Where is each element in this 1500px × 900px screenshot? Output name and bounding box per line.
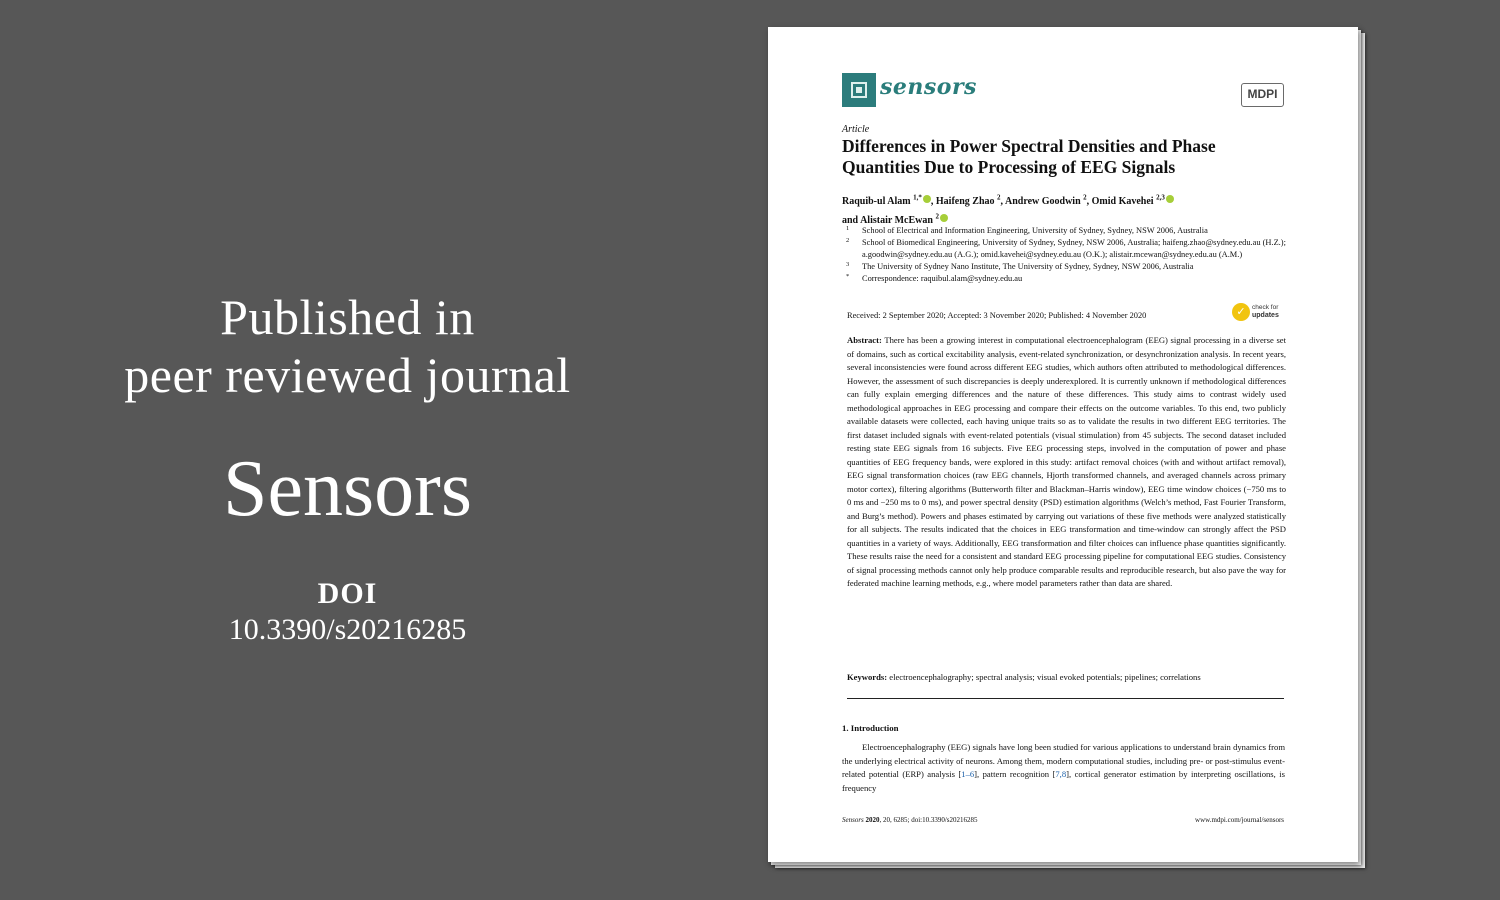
author: Raquib-ul Alam $^{1,*}$ ,: [842, 194, 936, 208]
orcid-icon: [940, 214, 948, 222]
check-for-updates-badge[interactable]: [1232, 303, 1288, 323]
journal-title: Sensors: [223, 445, 472, 533]
author-list: [842, 191, 1302, 228]
sensors-logo-icon: [842, 73, 876, 107]
published-heading: [0, 288, 695, 404]
received-dates: Received: 2 September 2020; Accepted: 3 November 2020; Published: 4 November 2020: [847, 311, 1147, 320]
author: and Alistair McEwan $^2$: [842, 215, 948, 226]
mdpi-logo: MDPI: [1241, 83, 1284, 107]
intro-paragraph: Electroencephalography (EEG) signals have long been studied for various applications to understand brain dynamics from the underlying electrical activity of neurons. Among them, modern computational studies, including pre- or post-stimulus event-related potential (ERP) analysis [1–6], pattern recognition [7,8], cortical generator estimation by interpreting oscillations, is frequency: [842, 742, 1285, 793]
promo-panel: [0, 0, 695, 900]
author: Andrew Goodwin $^2$,: [1004, 194, 1092, 208]
citation-link[interactable]: 7,8: [1055, 769, 1067, 779]
orcid-icon: [923, 195, 931, 203]
paper-journal-name: sensors: [880, 74, 977, 100]
abstract-text: There has been a growing interest in computational electroencephalogram (EEG) signal processing in a diverse set of domains, such as cortical excitability analysis, event-related synchronization, or desynchronization analysis. In recent years, several inconsistencies were found across different EEG studies, which authors often attributed to methodological differences. However, the assessment of such discrepancies is deeply underexplored. It is currently unknown if methodological differences can fully explain emerging differences and the nature of these differences. This study aims to contrast widely used methodological approaches in EEG processing and compare their effects on the outcome variables. To this end, two publicly available datasets were collected, each having unique traits so as to validate the results in two different EEG territories. The first dataset included signals with event-related potentials (visual stimulation) from 45 subjects. The second dataset included resting state EEG signals from 16 subjects. Five EEG processing steps, involved in the computation of power and phase quantities of EEG frequency bands, were explored in this study: artifact removal choices (with and without artifact removal), EEG signal transformation choices (raw EEG channels, Hjorth transformed channels, and averaged channels across primary motor cortex), filtering algorithms (Butterworth filter and Blackman–Harris window), EEG time window choices (−750 ms to 0 ms and −250 ms to 0 ms), and power spectral density (PSD) estimation algorithms (Welch’s method, Fast Fourier Transform, and Burg’s method). Powers and phases estimated by carrying out variations of these five methods were analyzed statistically for all subjects. The results indicated that the choices in EEG transformation and time-window can strongly affect the PSD quantities in a variety of ways. Additionally, EEG transformation and filter choices can influence phase quantities significantly. These results raise the need for a consistent and standard EEG processing pipeline for computational EEG studies. Consistency of signal processing methods cannot only help produce comparable results and reproducible research, but also pave the way for federated machine learning methods, e.g., where model parameters rather than data are shared.: [847, 335, 1286, 588]
footer-url[interactable]: www.mdpi.com/journal/sensors: [1195, 816, 1284, 824]
article-type: Article: [842, 124, 870, 135]
affiliation-item: 1 School of Electrical and Information Engineering, University of Sydney, Sydney, NSW 2006, Australia: [846, 225, 1208, 235]
published-line-2: peer reviewed journal: [124, 347, 571, 403]
published-line-1: Published in: [220, 289, 475, 345]
keywords-label: Keywords:: [847, 672, 888, 682]
citation-link[interactable]: 1–6: [961, 769, 975, 779]
affiliation-item: 2 School of Biomedical Engineering, University of Sydney, Sydney, NSW 2006, Australia; haifeng.zhao@sydney.edu.au (H.Z.); a.goodwin@sydney.edu.au (A.G.); omid.kavehei@sydney.edu.au (O.K.); alistair.mcewan@sydney.edu.au (A.M.): [846, 237, 1286, 259]
abstract-label: Abstract:: [847, 335, 882, 345]
check-updates-label: check for updates: [1252, 304, 1279, 319]
author: Haifeng Zhao $^2$,: [935, 194, 1005, 208]
paper-first-page: [768, 27, 1358, 862]
paper-title: Differences in Power Spectral Densities and Phase Quantities Due to Processing of EEG Signals: [842, 136, 1216, 177]
intro-heading: 1. Introduction: [842, 723, 899, 733]
section-divider: [847, 698, 1284, 699]
abstract: [847, 334, 1286, 591]
keywords-text: electroencephalography; spectral analysis; visual evoked potentials; pipelines; correlations: [889, 672, 1201, 682]
doi-value: 10.3390/s20216285: [228, 613, 467, 646]
footer-citation: Sensors 2020, 20, 6285; doi:10.3390/s20216285: [842, 816, 978, 824]
check-updates-icon: ✓: [1232, 303, 1250, 321]
affiliations: [846, 225, 1288, 285]
keywords: [847, 671, 1287, 683]
orcid-icon: [1166, 195, 1174, 203]
affiliation-item: * Correspondence: raquibul.alam@sydney.edu.au: [846, 273, 1023, 283]
doi-label: DOI: [317, 577, 378, 610]
author: Omid Kavehei $^{2,3}$: [1092, 196, 1174, 207]
affiliation-item: 3 The University of Sydney Nano Institute, The University of Sydney, Sydney, NSW 2006, Australia: [846, 261, 1194, 271]
